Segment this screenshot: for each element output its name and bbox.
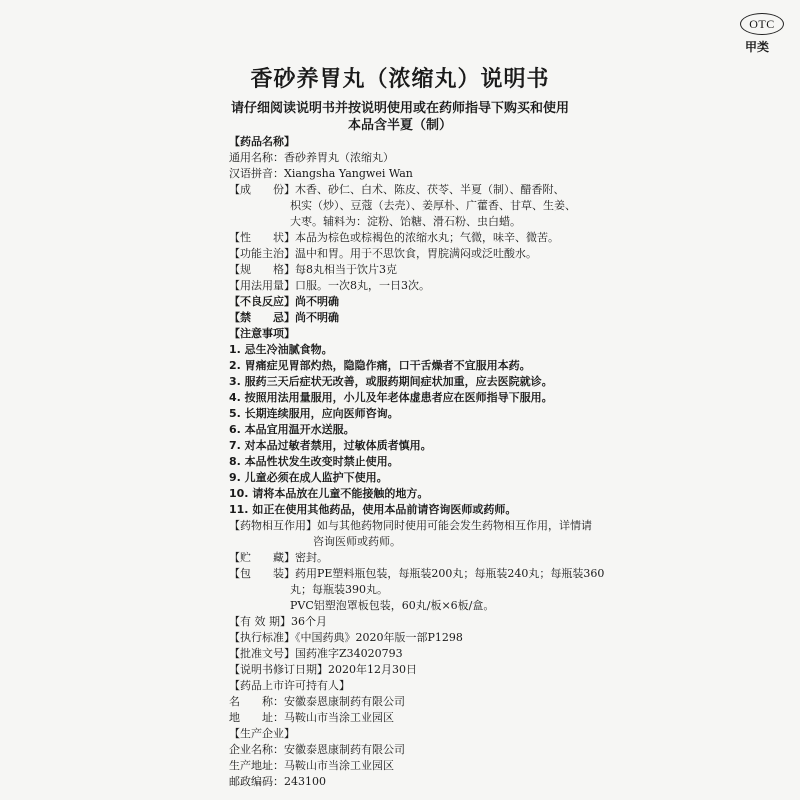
drug-interactions: 【药物相互作用】如与其他药物同时使用可能会发生药物相互作用，详情请 <box>229 519 592 532</box>
revision-date: 【说明书修订日期】2020年12月30日 <box>229 663 417 676</box>
ingredients-cont: 枳实（炒）、豆蔻（去壳）、姜厚朴、广藿香、甘草、生姜、 <box>290 199 576 212</box>
precaution-item: 11. 如正在使用其他药品，使用本品前请咨询医师或药师。 <box>229 503 517 516</box>
precaution-item: 6. 本品宜用温开水送服。 <box>229 423 355 436</box>
postal-code: 邮政编码：243100 <box>229 775 326 788</box>
otc-badge: OTC <box>740 13 784 35</box>
pinyin-name: 汉语拼音：Xiangsha Yangwei Wan <box>229 167 413 180</box>
category-label: 甲类 <box>745 40 770 54</box>
description: 【性 状】本品为棕色或棕褐色的浓缩水丸；气微，味辛、微苦。 <box>229 231 559 244</box>
precaution-item: 8. 本品性状发生改变时禁止使用。 <box>229 455 399 468</box>
standard: 【执行标准】《中国药典》2020年版一部P1298 <box>229 631 463 644</box>
holder-name: 名 称：安徽泰恩康制药有限公司 <box>229 695 405 708</box>
excipients: 大枣。辅料为：淀粉、饴糖、滑石粉、虫白蜡。 <box>290 215 521 228</box>
section-manufacturer: 【生产企业】 <box>229 727 295 740</box>
indications: 【功能主治】温中和胃。用于不思饮食，胃脘满闷或泛吐酸水。 <box>229 247 537 260</box>
manufacturer-name: 企业名称：安徽泰恩康制药有限公司 <box>229 743 405 756</box>
usage-notice: 请仔细阅读说明书并按说明使用或在药师指导下购买和使用 <box>230 101 569 116</box>
storage: 【贮 藏】密封。 <box>229 551 328 564</box>
adverse-reactions: 【不良反应】尚不明确 <box>229 295 339 308</box>
section-precautions: 【注意事项】 <box>229 327 295 340</box>
contraindications: 【禁 忌】尚不明确 <box>229 311 339 324</box>
precaution-item: 9. 儿童必须在成人监护下使用。 <box>229 471 388 484</box>
document-title: 香砂养胃丸（浓缩丸）说明书 <box>250 67 550 92</box>
manufacturer-address: 生产地址：马鞍山市当涂工业园区 <box>229 759 394 772</box>
approval-number: 【批准文号】国药准字Z34020793 <box>229 647 403 660</box>
ingredient-notice: 本品含半夏（制） <box>347 118 452 133</box>
drug-interactions-cont: 咨询医师或药师。 <box>313 535 401 548</box>
specification: 【规 格】每8丸相当于饮片3克 <box>229 263 397 276</box>
dosage: 【用法用量】口服。一次8丸，一日3次。 <box>229 279 430 292</box>
precaution-item: 4. 按照用法用量服用，小儿及年老体虚患者应在医师指导下服用。 <box>229 391 553 404</box>
holder-address: 地 址：马鞍山市当涂工业园区 <box>229 711 394 724</box>
precaution-item: 1. 忌生冷油腻食物。 <box>229 343 333 356</box>
precaution-item: 3. 服药三天后症状无改善，或服药期间症状加重，应去医院就诊。 <box>229 375 553 388</box>
packaging: 【包 装】药用PE塑料瓶包装，每瓶装200丸；每瓶装240丸；每瓶装360 <box>229 567 605 580</box>
precaution-item: 2. 胃痛症见胃部灼热，隐隐作痛，口干舌燥者不宜服用本药。 <box>229 359 531 372</box>
precaution-item: 7. 对本品过敏者禁用，过敏体质者慎用。 <box>229 439 432 452</box>
precaution-item: 10. 请将本品放在儿童不能接触的地方。 <box>229 487 429 500</box>
section-drug-name: 【药品名称】 <box>229 135 295 148</box>
section-license-holder: 【药品上市许可持有人】 <box>229 679 350 692</box>
generic-name: 通用名称：香砂养胃丸（浓缩丸） <box>229 151 394 164</box>
packaging-blister: PVC铝塑泡罩板包装，60丸/板×6板/盒。 <box>290 599 495 612</box>
precaution-item: 5. 长期连续服用，应向医师咨询。 <box>229 407 399 420</box>
ingredients: 【成 份】木香、砂仁、白术、陈皮、茯苓、半夏（制）、醋香附、 <box>229 183 565 196</box>
packaging-cont: 丸；每瓶装390丸。 <box>290 583 388 596</box>
shelf-life: 【有 效 期】36个月 <box>229 615 327 628</box>
